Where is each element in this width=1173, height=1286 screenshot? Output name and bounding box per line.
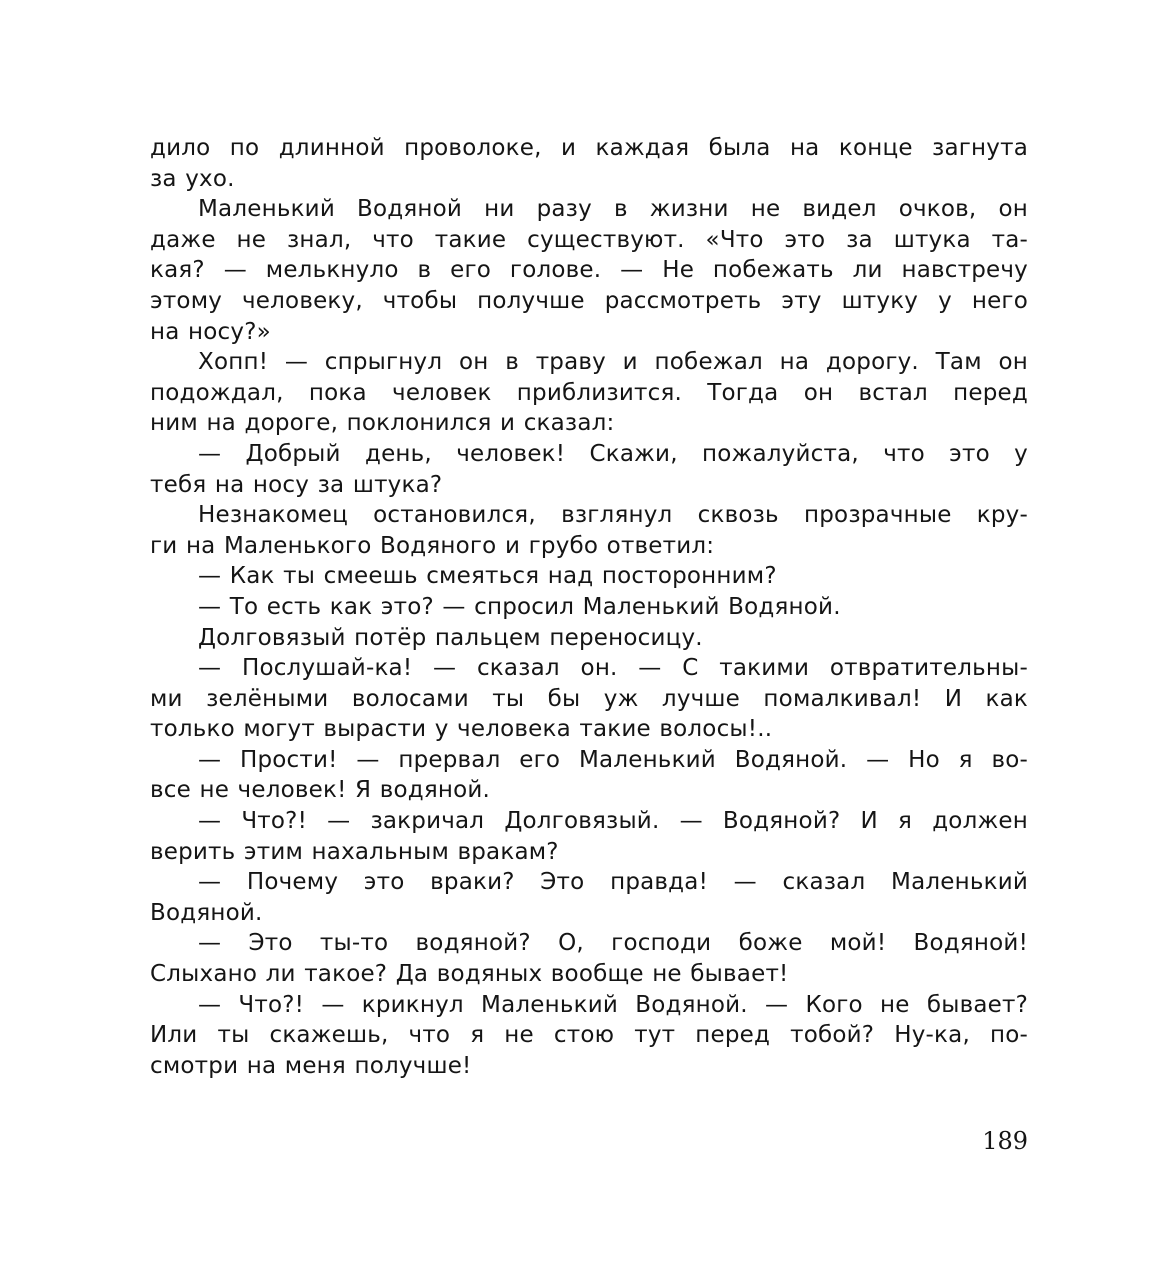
text-line: Маленький Водяной ни разу в жизни не видел очков, он — [198, 196, 1028, 223]
text-line: — Прости! — прервал его Маленький Водяной. — Но я во- — [198, 746, 1028, 773]
text-line: — Почему это враки? Это правда! — сказал Маленький — [198, 869, 1028, 896]
text-line: Слыхано ли такое? Да водяных вообще не бывает! — [150, 961, 789, 988]
text-line: смотри на меня получше! — [150, 1052, 472, 1079]
text-line: — Добрый день, человек! Скажи, пожалуйста, что это у — [198, 440, 1028, 467]
text-line: все не человек! Я водяной. — [150, 777, 491, 804]
body-text — [150, 133, 1028, 1081]
text-line: ги на Маленького Водяного и грубо ответил: — [150, 532, 715, 559]
text-line: — Как ты смеешь смеяться над посторонним? — [198, 563, 777, 590]
text-line: ми зелёными волосами ты бы уж лучше помалкивал! И как — [150, 685, 1028, 712]
text-line: — Что?! — крикнул Маленький Водяной. — Кого не бывает? — [198, 991, 1028, 1018]
text-line: — Послушай-ка! — сказал он. — С такими отвратительны- — [198, 655, 1028, 682]
text-line: Водяной. — [150, 899, 263, 926]
text-line: Долговязый потёр пальцем переносицу. — [198, 624, 703, 651]
text-line: даже не знал, что такие существуют. «Что это за штука та- — [150, 226, 1028, 253]
page-number: 189 — [982, 1127, 1028, 1155]
text-line: подождал, пока человек приблизится. Тогда он встал перед — [150, 379, 1028, 406]
text-line: кая? — мелькнуло в его голове. — Не побежать ли навстречу — [150, 257, 1028, 284]
text-line: за ухо. — [150, 165, 235, 192]
text-line: — Что?! — закричал Долговязый. — Водяной? И я должен — [198, 808, 1028, 835]
text-line: только могут вырасти у человека такие волосы!.. — [150, 716, 773, 743]
text-line: Или ты скажешь, что я не стою тут перед тобой? Ну-ка, по- — [150, 1022, 1028, 1049]
text-line: — То есть как это? — спросил Маленький Водяной. — [198, 593, 841, 620]
text-line: дило по длинной проволоке, и каждая была на конце загнута — [150, 135, 1028, 161]
text-line: Хопп! — спрыгнул он в траву и побежал на дорогу. Там он — [198, 349, 1028, 376]
text-line: верить этим нахальным вракам? — [150, 838, 559, 865]
text-line: на носу?» — [150, 318, 271, 345]
text-line: этому человеку, чтобы получше рассмотреть эту штуку у него — [150, 287, 1028, 314]
text-line: ним на дороге, поклонился и сказал: — [150, 410, 615, 437]
text-line: Незнакомец остановился, взглянул сквозь прозрачные кру- — [198, 502, 1028, 529]
text-line: тебя на носу за штука? — [150, 471, 443, 498]
text-line: — Это ты-то водяной? О, господи боже мой! Водяной! — [198, 930, 1028, 957]
